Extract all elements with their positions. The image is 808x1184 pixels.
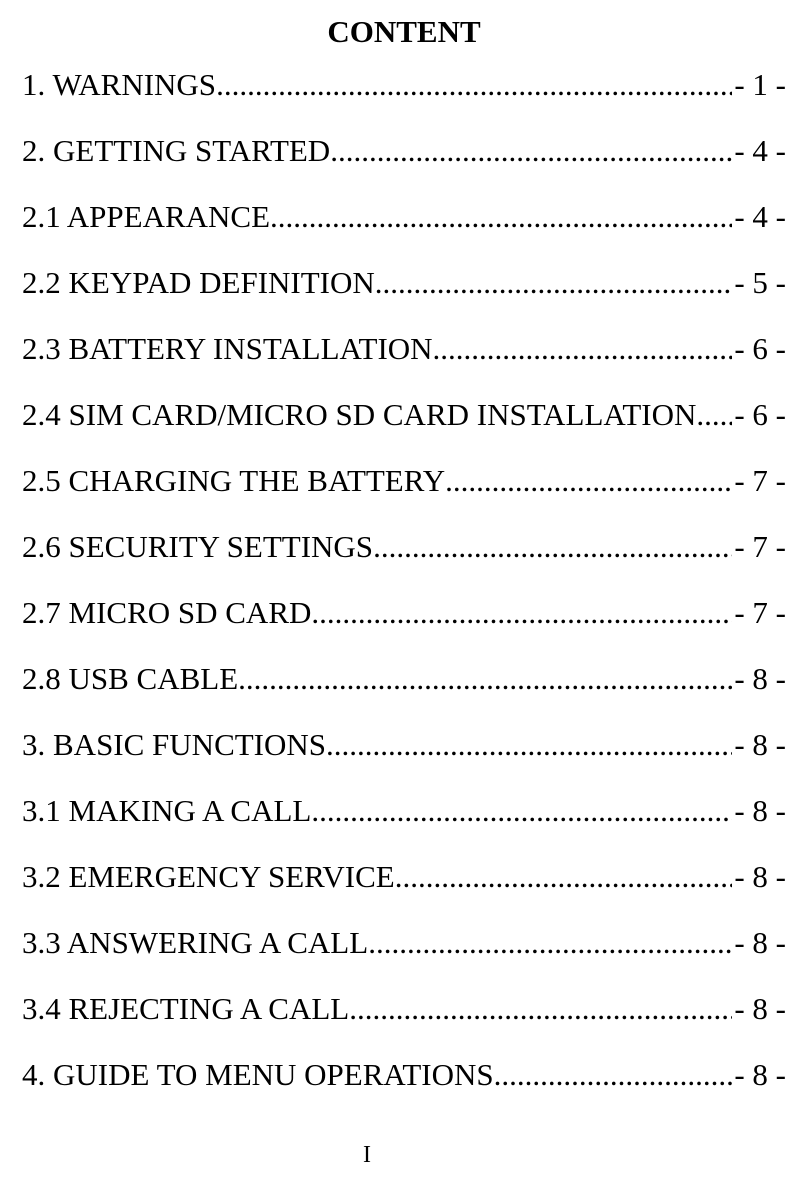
toc-entry-label: 2.2 KEYPAD DEFINITION: [22, 265, 375, 300]
toc-entry-label: 3.3 ANSWERING A CALL: [22, 925, 369, 960]
toc-entry-page: - 8 -: [734, 991, 786, 1026]
toc-dot-leader: [494, 1053, 733, 1097]
toc-entry-page: - 8 -: [734, 661, 786, 696]
toc-dot-leader: [373, 525, 732, 569]
toc-entry-page: - 6 -: [734, 331, 786, 366]
toc-entry-label: 3. BASIC FUNCTIONS: [22, 727, 327, 762]
toc-entry-usb-cable[interactable]: [22, 657, 786, 723]
toc-entry-label: 2.3 BATTERY INSTALLATION: [22, 331, 433, 366]
toc-entry-micro-sd-card[interactable]: [22, 591, 786, 657]
toc-entry-page: - 6 -: [734, 397, 786, 432]
toc-entry-label: 2.5 CHARGING THE BATTERY: [22, 463, 446, 498]
toc-dot-leader: [270, 195, 732, 239]
toc-entry-label: 3.4 REJECTING A CALL: [22, 991, 350, 1026]
toc-dot-leader: [368, 921, 732, 965]
toc-entry-page: - 4 -: [734, 133, 786, 168]
toc-dot-leader: [375, 261, 733, 305]
toc-entry-battery-installation[interactable]: [22, 327, 786, 393]
toc-entry-appearance[interactable]: [22, 195, 786, 261]
toc-entry-label: 2.8 USB CABLE: [22, 661, 239, 696]
toc-entry-security-settings[interactable]: [22, 525, 786, 591]
toc-entry-label: 2.7 MICRO SD CARD: [22, 595, 312, 630]
toc-dot-leader: [311, 789, 732, 833]
toc-dot-leader: [238, 657, 732, 701]
toc-entry-label: 1. WARNINGS: [22, 67, 217, 102]
toc-entry-basic-functions[interactable]: [22, 723, 786, 789]
toc-entry-label: 4. GUIDE TO MENU OPERATIONS: [22, 1057, 494, 1092]
toc-entry-menu-operations[interactable]: [22, 1053, 786, 1119]
table-of-contents: [22, 63, 786, 1119]
toc-entry-label: 3.2 EMERGENCY SERVICE: [22, 859, 395, 894]
toc-entry-sim-card-installation[interactable]: [22, 393, 786, 459]
toc-entry-page: - 7 -: [734, 529, 786, 564]
toc-dot-leader: [445, 459, 732, 503]
toc-entry-page: - 7 -: [734, 463, 786, 498]
toc-entry-label: 2.6 SECURITY SETTINGS: [22, 529, 374, 564]
toc-entry-charging-battery[interactable]: [22, 459, 786, 525]
toc-dot-leader: [311, 591, 732, 635]
toc-entry-label: 2. GETTING STARTED: [22, 133, 331, 168]
toc-dot-leader: [326, 723, 732, 767]
toc-dot-leader: [349, 987, 732, 1031]
toc-entry-label: 2.1 APPEARANCE: [22, 199, 271, 234]
toc-entry-making-call[interactable]: [22, 789, 786, 855]
toc-entry-page: - 8 -: [734, 925, 786, 960]
toc-entry-warnings[interactable]: [22, 63, 786, 129]
toc-dot-leader: [216, 63, 732, 107]
toc-entry-rejecting-call[interactable]: [22, 987, 786, 1053]
toc-entry-page: - 8 -: [734, 793, 786, 828]
toc-entry-page: - 8 -: [734, 1057, 786, 1092]
toc-dot-leader: [696, 393, 732, 437]
toc-entry-page: - 1 -: [734, 67, 786, 102]
toc-dot-leader: [395, 855, 733, 899]
toc-entry-answering-call[interactable]: [22, 921, 786, 987]
toc-entry-page: - 5 -: [734, 265, 786, 300]
toc-entry-page: - 8 -: [734, 859, 786, 894]
toc-entry-label: 3.1 MAKING A CALL: [22, 793, 312, 828]
page-title: CONTENT: [327, 14, 481, 49]
page-number: I: [363, 1142, 371, 1168]
toc-entry-keypad-definition[interactable]: [22, 261, 786, 327]
toc-dot-leader: [433, 327, 733, 371]
toc-entry-page: - 4 -: [734, 199, 786, 234]
toc-entry-emergency-service[interactable]: [22, 855, 786, 921]
toc-dot-leader: [330, 129, 732, 173]
toc-entry-page: - 7 -: [734, 595, 786, 630]
toc-entry-page: - 8 -: [734, 727, 786, 762]
toc-entry-getting-started[interactable]: [22, 129, 786, 195]
toc-entry-label: 2.4 SIM CARD/MICRO SD CARD INSTALLATION: [22, 397, 697, 432]
